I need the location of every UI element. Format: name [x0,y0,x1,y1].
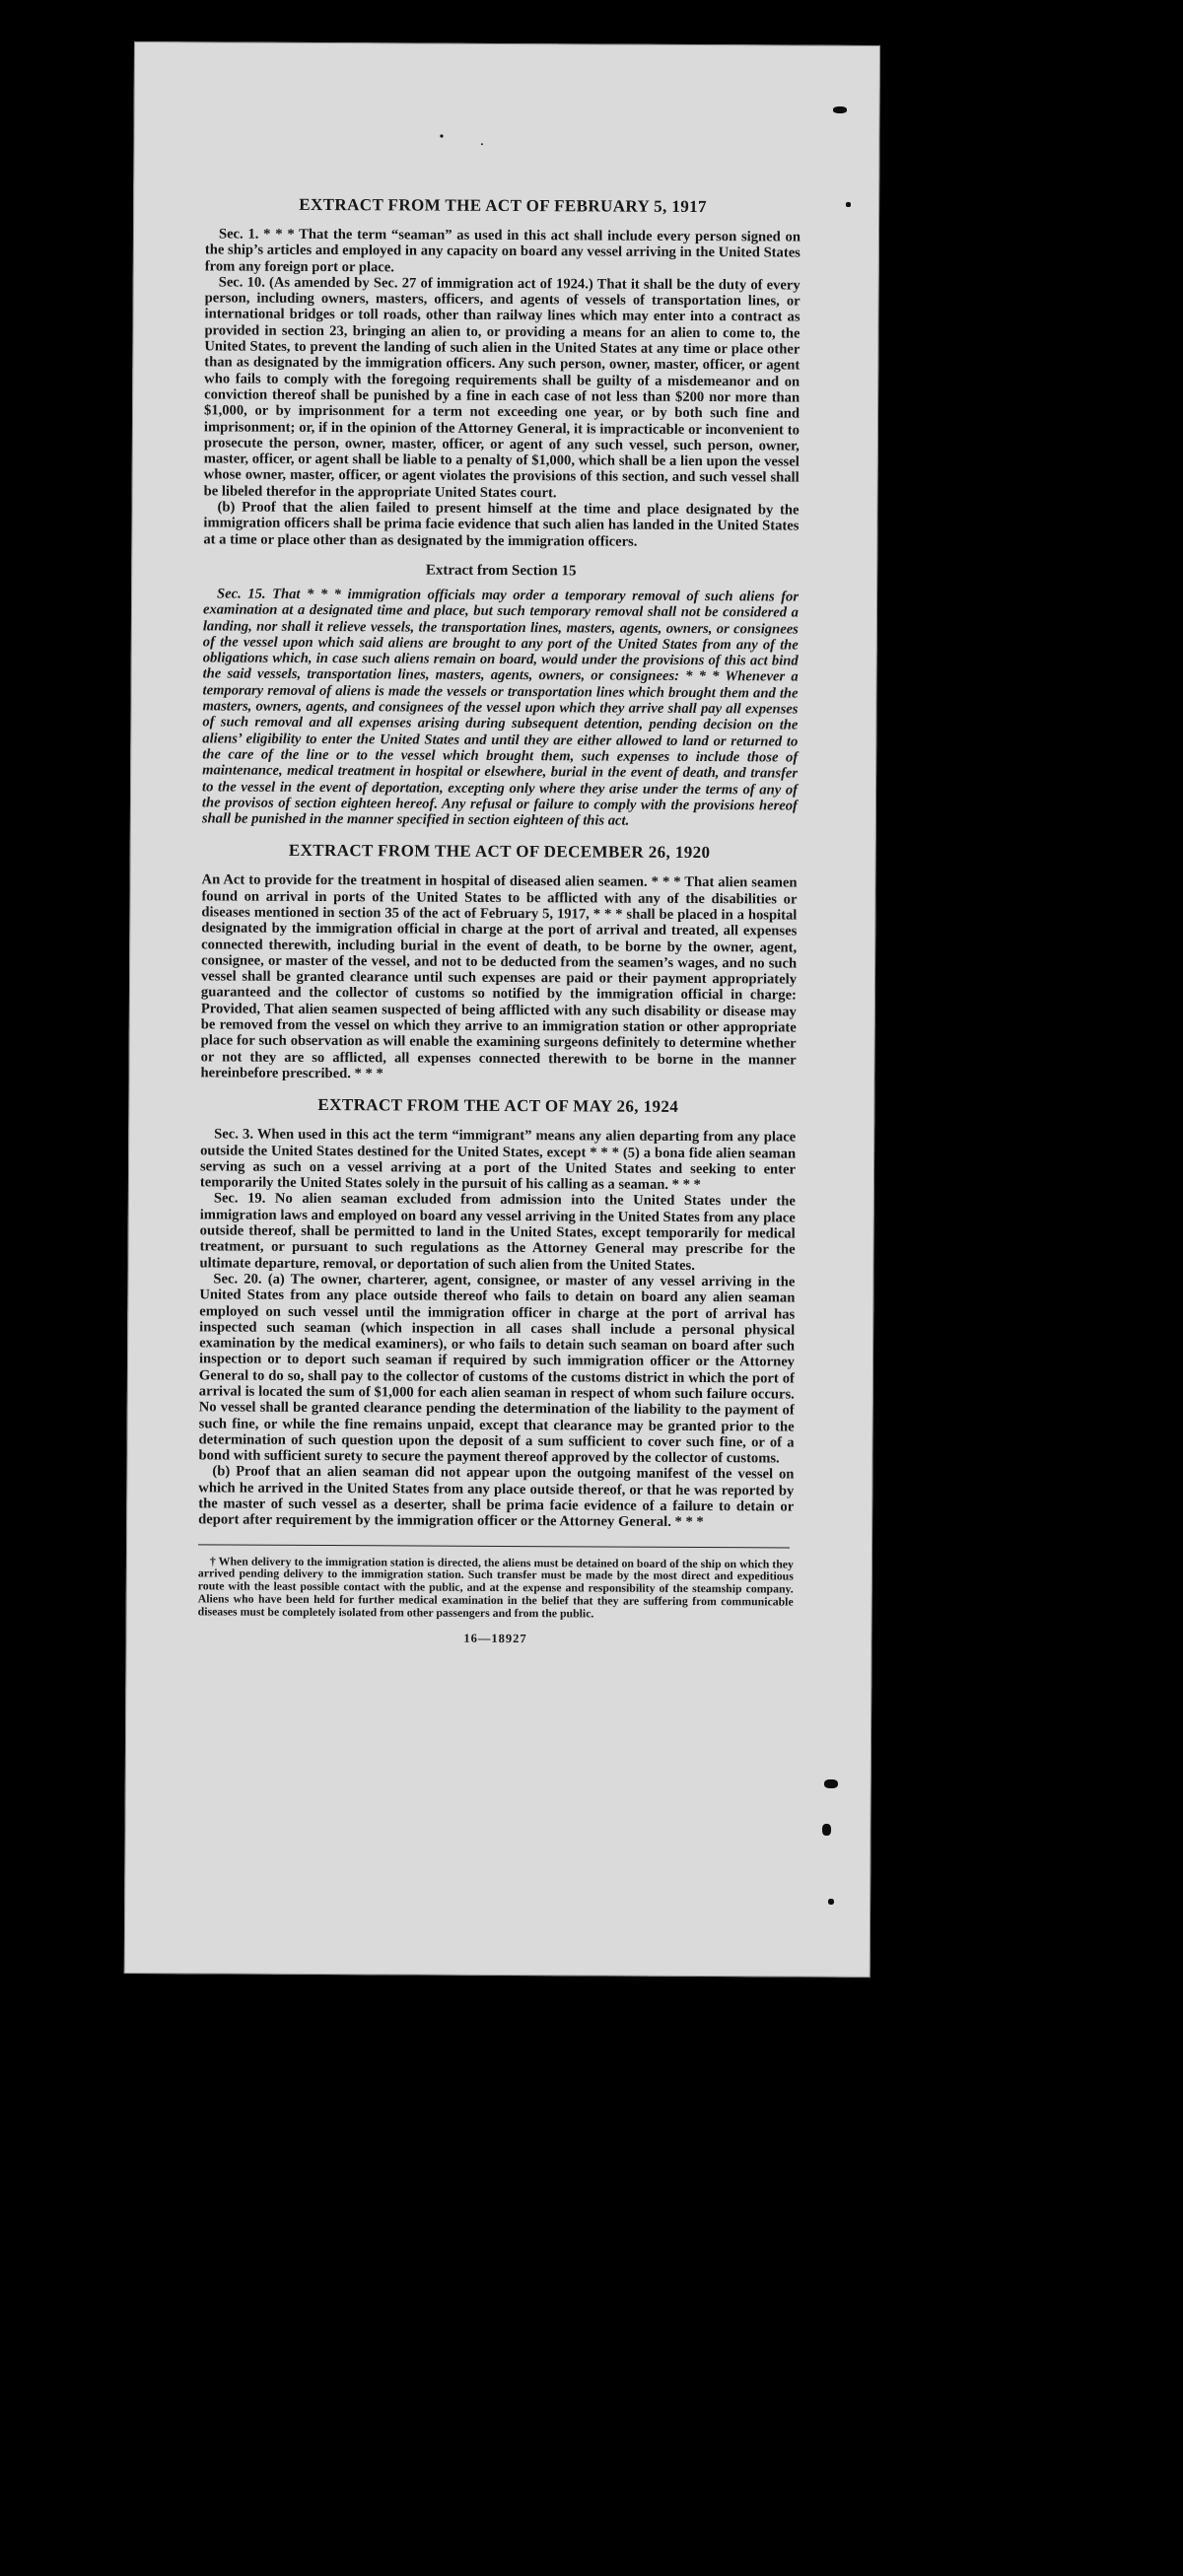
footnote: † When delivery to the immigration station is directed, the aliens must be detained on board of the ship on which they arrived pending delivery to the immigration station. Such transfer must be made by the most direct and expeditious route with the least possible contact with the public, and at the expense and responsibility of the steamship company. Aliens who have been held for further medical examination in the belief that they are suffering from communicable diseases must be completely isolated from other passengers and from the public. [197,1554,794,1621]
form-number: 16—18927 [463,1631,527,1645]
section-1924 [198,1127,796,1532]
scan-blot [833,106,847,113]
document-page [124,41,880,1978]
scan-blot [822,1824,831,1836]
section-15 [202,586,799,830]
subheading-section-15: Extract from Section 15 [425,562,577,580]
footnote-divider [198,1544,790,1548]
paragraph-sec-19: Sec. 19. No alien seaman excluded from admission into the United States under the immigration laws and employed on board any vessel arriving in the United States from any place outside thereof, shall be permitted to land in the United States, except temporarily for medical treatment, or pursuant to such regulations as the Attorney General may prescribe for the ultimate departure, removal, or deportation of such alien from the United States. [199,1190,796,1274]
heading-act-1924: EXTRACT FROM THE ACT OF MAY 26, 1924 [317,1095,679,1117]
paragraph-act-1920: An Act to provide for the treatment in hospital of diseased alien seamen. * * * That alien seamen found on arrival in ports of the United States to be afflicted with any of the disabilities or diseases mentioned in section 35 of the act of February 5, 1917, * * * shall be placed in a hospital designated by the immigration official in charge at the port of arrival and treated, all expenses connected therewith, including burial in the event of death, to be borne by the owner, agent, consignee, or master of the vessel, and not to be deducted from the seamen’s wages, and no such vessel shall be granted clearance until such expenses are paid or their payment appropriately guaranteed and the collector of customs so notified by the immigration official in charge: Provided, That alien seamen suspected of being afflicted with any such disability or disease may be removed from the vessel on which they arrive to an immigration station or other appropriate place for such observation as will enable the examining surgeons definitely to determine whether or not they are so afflicted, all expenses connected therewith to be borne in the manner hereinbefore prescribed. * * * [200,871,798,1082]
paragraph-sec-1: Sec. 1. * * * That the term “seaman” as used in this act shall include every person signed on the ship’s articles and employed in any capacity on board any vessel arriving in the United States from any foreign port or place. [204,226,801,275]
section-1920 [200,872,797,1084]
ink-speck: • [439,129,445,145]
section-1917 [203,226,800,550]
scan-blot [846,202,851,207]
heading-act-1917: EXTRACT FROM THE ACT OF FEBRUARY 5, 1917 [299,194,708,217]
paragraph-sec-10-b: (b) Proof that the alien failed to present himself at the time and place designated by the immigration officers shall be prima facie evidence that such alien has landed in the United States at a time or place other than as designated by the immigration officers. [203,499,800,550]
paragraph-sec-15: Sec. 15. That * * * immigration officials may order a temporary removal of such aliens for examination at a designated time and place, but such temporary removal shall not be considered a landing, nor shall it relieve vessels, the transportation lines, masters, agents, owners, or consignees of the vessel upon which said aliens are brought to any port of the United States from any of the obligations which, in case such aliens remain on board, would under the provisions of this act bind the said vessels, transportation lines, masters, agents, owners, or consignees: * * * Whenever a temporary removal of aliens is made the vessels or transportation lines which brought them and the masters, owners, agents, and consignees of the vessel upon which they arrive shall pay all expenses of such removal and all expenses arising during subsequent detention, pending decision on the aliens’ eligibility to enter the United States and until they are either allowed to land or returned to the care of the line or to the vessel which brought them, such expenses to include those of maintenance, medical treatment in hospital or elsewhere, burial in the event of death, and transfer to the vessel in the event of deportation, excepting only where they arise under the terms of any of the provisos of section eighteen hereof. Any refusal or failure to comply with the provisions hereof shall be punished in the manner specified in section eighteen of this act. [201,586,800,829]
paragraph-sec-20-a: Sec. 20. (a) The owner, charterer, agent, consignee, or master of any vessel arriving in the United States from any place outside thereof who fails to detain on board any alien seaman employed on such vessel until the immigration officer in charge at the port of arrival has inspected such seaman (which inspection in all cases shall include a personal physical examination by the medical examiners), or who fails to detain such seaman on board after such inspection or to deport such seaman if required by such immigration officer or the Attorney General to do so, shall pay to the collector of customs of the customs district in which the port of arrival is located the sum of $1,000 for each alien seaman in respect of whom such failure occurs. No vessel shall be granted clearance pending the determination of the liability to the payment of such fine, or while the fine remains unpaid, except that clearance may be granted prior to the determination of such question upon the deposit of a sum sufficient to cover such fine, or of a bond with sufficient surety to secure the payment thereof approved by the collector of customs. [198,1271,796,1467]
paragraph-sec-20-b: (b) Proof that an alien seaman did not appear upon the outgoing manifest of the vessel on which he arrived in the United States from any place outside thereof, or that he was reported by the master of such vessel as a deserter, shall be prima facie evidence of a failure to detain or deport after requirement by the immigration officer or the Attorney General. * * * [198,1463,795,1531]
paragraph-sec-10: Sec. 10. (As amended by Sec. 27 of immigration act of 1924.) That it shall be the duty of every person, including owners, masters, officers, and agents of vessels of transportation lines, or international bridges or toll roads, other than railway lines which may enter into a contract as provided in section 23, bringing an alien to, or providing a means for an alien to come to, the United States, to prevent the landing of such alien in the United States at any time or place other than as designated by the immigration officers. Any such person, owner, master, officer, or agent who fails to comply with the foregoing requirements shall be guilty of a misdemeanor and on conviction thereof shall be punished by a fine in each case of not less than $200 nor more than $1,000, or by imprisonment for a term not exceeding one year, or by both such fine and imprisonment; or, if in the opinion of the Attorney General, it is impracticable or inconvenient to prosecute the person, owner, master, officer, or agent of any such vessel, such person, owner, master, officer, or agent shall be liable to a penalty of $1,000, which shall be a lien upon the vessel whose owner, master, officer, or agent violates the provisions of this section, and such vessel shall be libeled therefor in the appropriate United States court. [203,274,800,502]
heading-act-1920: EXTRACT FROM THE ACT OF DECEMBER 26, 1920 [288,841,711,863]
paragraph-sec-3: Sec. 3. When used in this act the term “immigrant” means any alien departing from any place outside the United States destined for the United States, except * * * (5) a bona fide alien seaman serving as such on a vessel arriving at a port of the United States and seeking to enter temporarily the United States solely in the pursuit of his calling as a seaman. * * * [199,1126,797,1194]
scan-blot [828,1899,834,1905]
ink-speck: • [480,139,484,149]
scan-blot [824,1779,838,1788]
